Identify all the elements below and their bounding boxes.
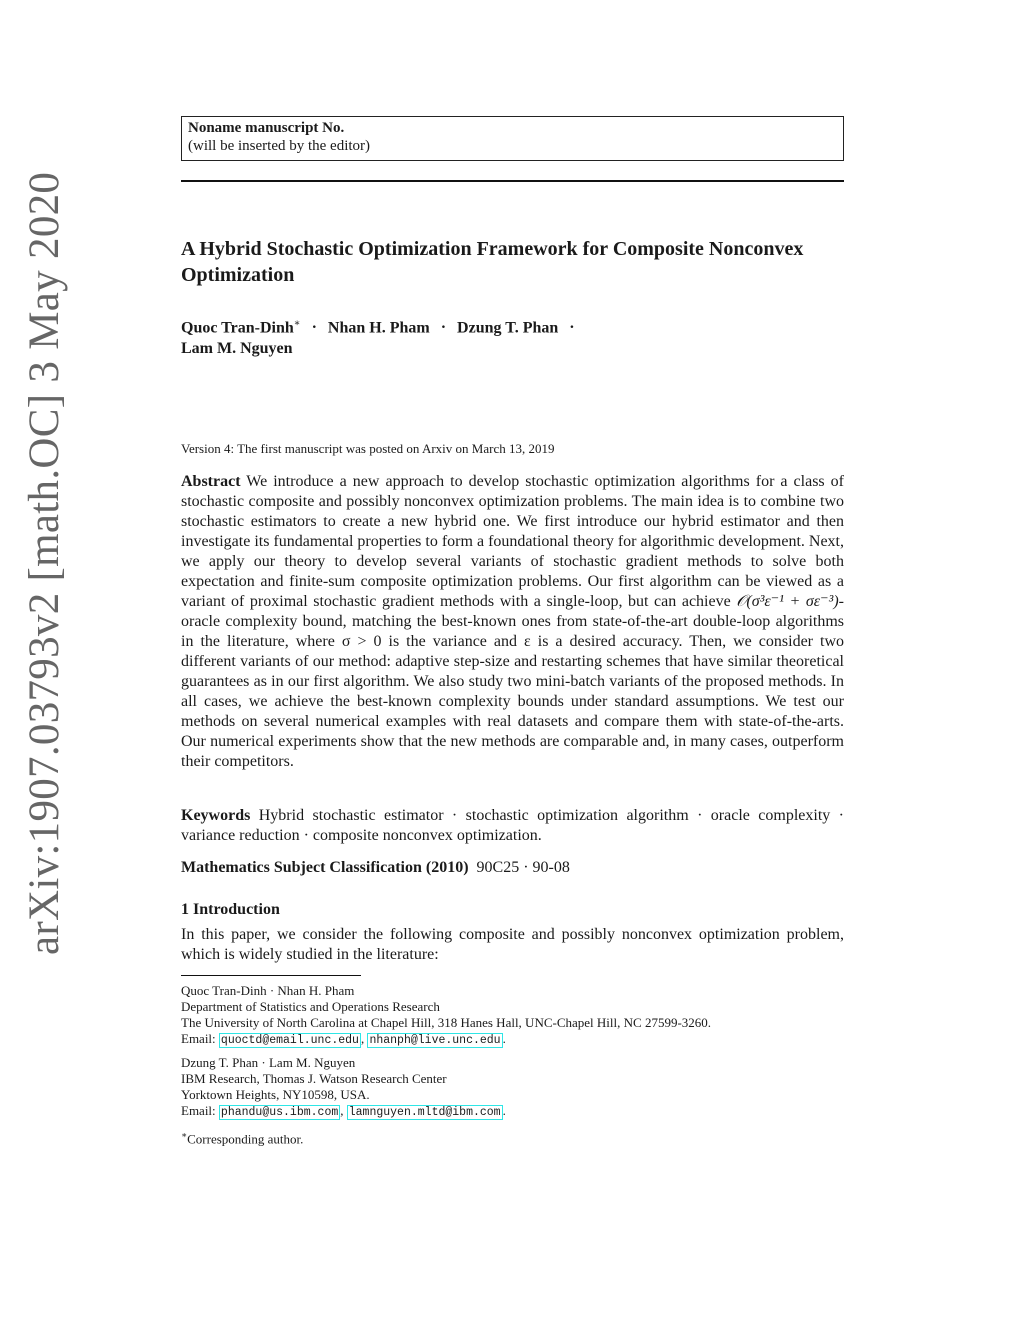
author-list — [181, 313, 601, 359]
author-name: Nhan H. Pham — [327, 319, 430, 337]
affiliation-email-line: Email: quoctd@email.unc.edu , nhanph@live.unc.edu . — [181, 1031, 506, 1047]
corresponding-text: Corresponding author. — [187, 1131, 304, 1147]
affiliation-names: Quoc Tran-Dinh · Nhan H. Pham — [181, 983, 355, 998]
affiliation-address: Yorktown Heights, NY10598, USA. — [181, 1087, 370, 1102]
editor-box — [181, 116, 844, 161]
author-name: Quoc Tran-Dinh — [181, 319, 294, 337]
keywords — [181, 806, 844, 846]
editor-note: (will be inserted by the editor) — [188, 138, 371, 154]
msc-label: Mathematics Subject Classification (2010) — [181, 859, 469, 876]
intro-paragraph: In this paper, we consider the following composite and possibly nonconvex optimization problem, which is widely studied in the literature: — [181, 926, 844, 963]
affiliation-names: Dzung T. Phan · Lam M. Nguyen — [181, 1055, 356, 1070]
author-name: Dzung T. Phan — [457, 319, 559, 337]
affiliation-block — [181, 1055, 844, 1121]
author-separator: · — [311, 319, 317, 337]
abstract-text: We introduce a new approach to develop stochastic optimization algorithms for a class of stochastic composite and possibly nonconvex optimization problems. The main idea is to combine two stochastic estimators to create a new hybrid one. We first introduce our hybrid estimator and then investigate its fundamental properties to form a foundational theory for algorithmic development. Next, we apply our theory to develop several variants of stochastic gradient methods to solve both expectation and finite-sum composite optimization problems. Our first algorithm can be viewed as a variant of proximal stochastic gradient methods with a single-loop, but can achieve — [181, 473, 844, 610]
footnote-rule — [181, 975, 361, 976]
email-link[interactable]: quoctd@email.unc.edu — [220, 1034, 359, 1047]
msc-codes: 90C25 · 90-08 — [476, 859, 570, 876]
abstract-label: Abstract — [181, 473, 241, 490]
email-link[interactable]: lamnguyen.mltd@ibm.com — [348, 1106, 501, 1119]
keywords-label: Keywords — [181, 807, 251, 824]
email-label: Email: — [181, 1031, 216, 1046]
keywords-text: Hybrid stochastic estimator · stochastic optimization algorithm · oracle complexity · variance reduction · composite nonconvex optimization. — [181, 807, 845, 844]
author-separator: · — [440, 319, 447, 337]
header-rule — [181, 180, 844, 182]
author-separator: · — [569, 319, 575, 337]
author-name: Lam M. Nguyen — [181, 340, 293, 358]
paper-title: A Hybrid Stochastic Optimization Framework for Composite Nonconvex Optimization — [181, 238, 804, 286]
complexity-formula: 𝒪(σ³ε⁻¹ + σε⁻³) — [736, 593, 839, 610]
affiliation-address: The University of North Carolina at Chapel Hill, 318 Hanes Hall, UNC-Chapel Hill, NC 27599-3260. — [181, 1015, 712, 1030]
email-link[interactable]: nhanph@live.unc.edu — [369, 1034, 501, 1047]
manuscript-number: Noname manuscript No. — [188, 120, 345, 136]
corresponding-mark: ∗ — [181, 1130, 188, 1140]
abstract — [181, 472, 844, 772]
affiliation-block — [181, 983, 844, 1049]
corresponding-author-note — [181, 1127, 303, 1147]
affiliation-email-line: Email: phandu@us.ibm.com , lamnguyen.mltd@ibm.com . — [181, 1103, 506, 1119]
affiliation-dept: Department of Statistics and Operations Research — [181, 999, 440, 1014]
email-link[interactable]: phandu@us.ibm.com — [220, 1106, 339, 1119]
affiliation-org: IBM Research, Thomas J. Watson Research Center — [181, 1071, 447, 1086]
version-note: Version 4: The first manuscript was posted on Arxiv on March 13, 2019 — [181, 441, 555, 456]
corresponding-mark: ∗ — [293, 318, 301, 329]
msc-classification — [181, 858, 844, 878]
email-label: Email: — [181, 1103, 216, 1118]
abstract-text-continued: -oracle complexity bound, matching the best-known ones from state-of-the-art double-loop algorithms in the literature, where σ > 0 is the variance and ε is a desired accuracy. Then, we consider two different variants of our method: adaptive step-size and restarting schemes that have similar theoretical guarantees as in our first algorithm. We also study two mini-batch variants of the proposed methods. In all cases, we achieve the best-known complexity bounds under standard assumptions. We test our methods on several numerical examples with real datasets and compare them with state-of-the-arts. Our numerical experiments show that the new methods are comparable and, in many cases, outperform their competitors. — [181, 593, 844, 770]
arxiv-identifier-stamp: arXiv:1907.03793v2 [math.OC] 3 May 2020 — [21, 171, 68, 955]
section-heading: 1 Introduction — [181, 901, 280, 918]
